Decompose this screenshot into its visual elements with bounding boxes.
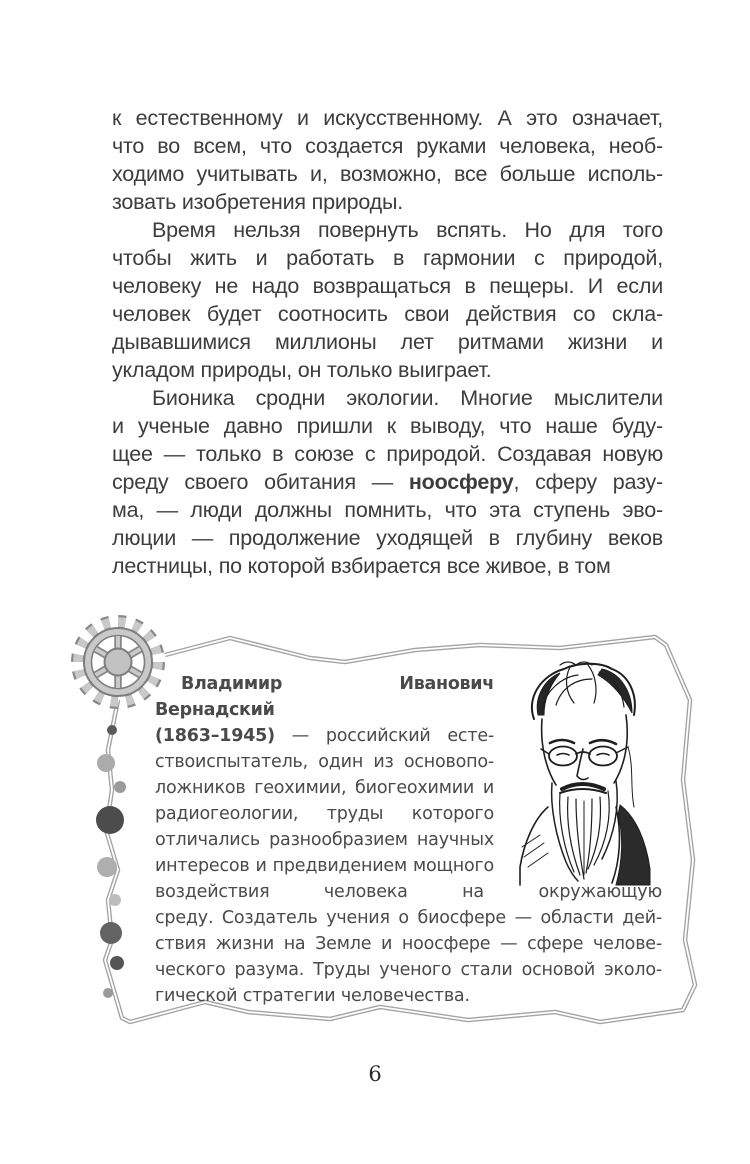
text-line: ствоиспытатель, один из основопо-	[155, 752, 494, 772]
vernadsky-portrait-drawing	[504, 657, 662, 889]
text-line: и ученые давно пришли к выводу, что наше буду-	[112, 414, 663, 438]
text-line: воздействия человека на окружающую	[155, 882, 662, 902]
text-line: лестницы, по которой взбирается все живое, в том	[112, 554, 611, 578]
text-line: отличались разнообразием научных	[155, 830, 494, 850]
page-number: 6	[368, 1062, 382, 1086]
bold-term: ноосферу	[408, 470, 514, 494]
text-line: радиогеологии, труды которого	[155, 804, 494, 824]
text-line: ческого разума. Труды ученого стали основой эколо-	[155, 960, 662, 980]
info-box	[70, 605, 710, 1035]
text-segment: — российский есте-	[274, 726, 494, 746]
text-line: человек будет соотносить свои действия со скла-	[112, 302, 663, 326]
text-line: ходимо учитывать и, возможно, все больше исполь-	[112, 162, 663, 186]
text-segment: среду своего обитания —	[112, 470, 409, 494]
text-line: чтобы жить и работать в гармонии с природой,	[112, 246, 663, 270]
bead-string-icon	[96, 725, 126, 998]
bold-term: (1863–1945)	[155, 726, 275, 746]
text-line: интересов и предвидением мощного	[155, 856, 494, 876]
text-line: ложников геохимии, биогеохимии и	[155, 778, 494, 798]
text-segment: , сферу разу-	[513, 470, 664, 494]
text-line: гической стратегии человечества.	[155, 986, 470, 1006]
text-line: дывавшимися миллионы лет ритмами жизни и	[112, 330, 663, 354]
text-line: люции — продолжение уходящей в глубину веков	[112, 526, 663, 550]
text-line: к естественному и искусственному. А это означает,	[112, 106, 663, 130]
text-line: что во всем, что создается руками человека, необ-	[112, 134, 663, 158]
body-text	[112, 104, 663, 580]
info-box-title: Владимир Иванович Вернадский	[155, 674, 494, 720]
gear-icon	[78, 622, 158, 702]
text-line: ма, — люди должны помнить, что эта ступень эво-	[112, 498, 663, 522]
text-line: ствия жизни на Земле и ноосфере — сфере челове-	[155, 934, 662, 954]
text-line: Время нельзя повернуть вспять. Но для того	[152, 218, 663, 242]
info-box-text	[155, 671, 662, 1009]
paragraph	[112, 384, 663, 580]
text-line: укладом природы, он только выиграет.	[112, 358, 492, 382]
paragraph	[112, 104, 663, 216]
text-line	[112, 468, 663, 496]
text-line: Бионика сродни экологии. Многие мыслители	[152, 386, 663, 410]
paragraph	[112, 216, 663, 384]
text-line: среду. Создатель учения о биосфере — области дей-	[155, 908, 662, 928]
portrait-sketch-icon	[504, 671, 662, 879]
text-line: зовать изобретения природы.	[112, 190, 404, 214]
text-line: человеку не надо возвращаться в пещеры. И если	[112, 274, 663, 298]
text-line: щее — только в союзе с природой. Создавая новую	[112, 442, 663, 466]
